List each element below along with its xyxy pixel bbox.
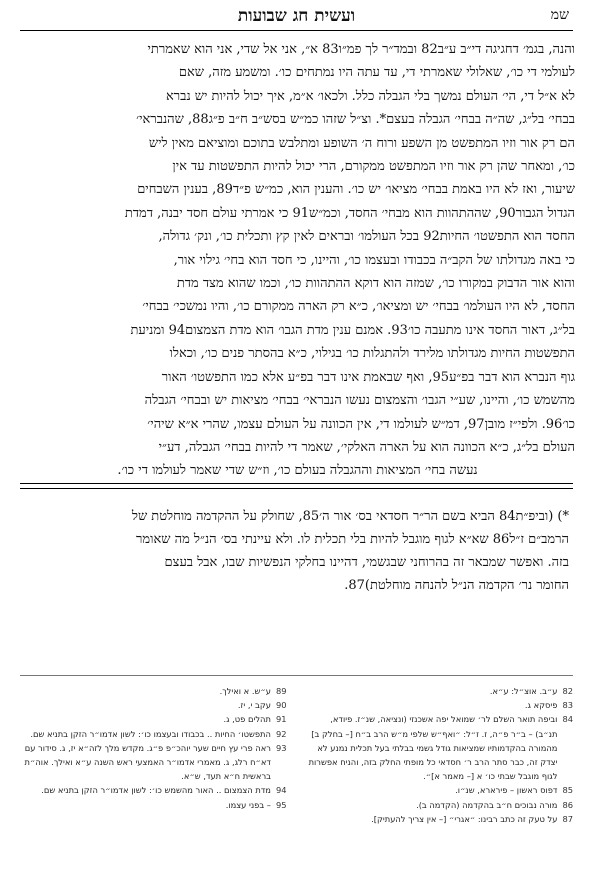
note-line: הרמב״ם ז״ל86 שא״א לגוף מוגבל להיות בלי תכלית לו. ולא עיינתי בס׳ הנ״ל מה שאומר bbox=[136, 532, 569, 547]
text-line: הם רק אור וזיו המתפשט מן השפע ורוח ה׳ השופע ומתלבש בתוכם ומוציאם מאין ליש bbox=[148, 135, 575, 151]
text-line: נעשה בחי׳ המציאות וההגבלה בעולם כו׳, וז״ש שדי שאמר לעולמו די כו׳. bbox=[117, 463, 478, 479]
text-line: כי באה מגדולתו של הקב״ה בכבודו ובעצמו כו׳, והיינו, כי חסד הוא בחי׳ גילוי אור, bbox=[173, 252, 575, 268]
footnote-number: 94 bbox=[275, 785, 287, 796]
footnote-number: 83 bbox=[562, 700, 573, 711]
text-line: לא א״ל די, הי׳ העולם נמשך בלי הגבלה כלל. ולכאו׳ א״מ, איך יכול להיות יש נברא bbox=[166, 88, 575, 104]
text-line: והנה, בגמ׳ דחגיגה די״ב ע״ב82 ובמד״ר לך פמ״ו83 א״, אני אל שדי, אני הוא שאמרתי bbox=[147, 42, 575, 57]
footnote bbox=[307, 698, 574, 712]
footnote-text: דפוס ראשון – פירארא, שנ״ו. bbox=[455, 785, 558, 796]
footnote-text: ראה פרי עץ חיים שער יוהכ״פ פ״ג. מקדש מלך לזה״א יז, ג. סידור עם דא״ח רלג, ג. מאמרי אדמו״ר האמצעי ראש השנה ע״א ואילך. אוה״ת בראשית ח״א תעד, ש״א. bbox=[24, 742, 271, 782]
footnote bbox=[20, 741, 287, 784]
footnote-text: עקב י, יז. bbox=[237, 700, 271, 711]
footnote-number: 82 bbox=[562, 686, 573, 696]
footnote-number: 87 bbox=[562, 813, 573, 824]
footnote-number: 90 bbox=[275, 700, 287, 711]
section-divider bbox=[20, 483, 573, 489]
text-line: כו׳, ומאחר שהן רק אור וזיו המתפשט ממקורם, הרי יכול להיות התפשטות עד אין bbox=[172, 159, 575, 175]
main-text bbox=[20, 38, 575, 483]
text-line: בל״ג, דאור החסד אינו מתעבה כו׳93. אמנם ענין מדת הגבו׳ הוא מדת הצמצום94 ומניעת bbox=[130, 322, 575, 338]
footnote-text: התפשטו׳ החיות .. בכבודו ובעצמו כו׳: לשון אדמו״ר הזקן בתניא שם. bbox=[30, 728, 271, 739]
footnote-number: 95 bbox=[275, 799, 287, 810]
footnote bbox=[307, 684, 574, 698]
header-rule bbox=[20, 30, 573, 31]
text-line: כו׳96. ולפי״ז מובן97, דמ״ש לעולמו די, אין הכוונה על העולם עצמו, שהרי א״א שיהי׳ bbox=[147, 416, 575, 432]
footnote bbox=[20, 798, 287, 812]
text-line: בבחי׳ בל״ג, שה״ה בבחי׳ הגבלה בעצם*. וצ״ל שזהו כמ״ש בסש״ב ח״ב פ״ג88, שהנבראי׳ bbox=[136, 112, 575, 128]
note-line: *) (וביפ״ת84 הביא בשם הר״ר חסדאי בס׳ אור ה׳85, שחולק על ההקדמה מוחלטת של bbox=[131, 509, 569, 524]
text-line: הגדול הגבור90, שההתהוות הוא מבחי׳ החסד, וכמ״ש91 כי אמרתי עולם חסד יבנה, דמדת bbox=[124, 205, 575, 221]
footnote-text: ע״ש. א ואילך. bbox=[219, 686, 271, 696]
text-line: שיעור, ואז לא היו באמת בבחי׳ מציאו׳ יש כו׳. והענין הוא, כמ״ש פ״ד89, בענין השבחים bbox=[137, 182, 575, 198]
footnote-number: 86 bbox=[562, 799, 573, 810]
footnote-number: 85 bbox=[562, 785, 573, 796]
text-line: גוף הנברא הוא דבר בפ״ע95, ואף שבאמת אינו דבר בפ״ע אלא כמו התפשטו׳ האור bbox=[161, 369, 575, 385]
text-line: והוא אור הדבוק במקורו כו׳, שמזה הוא דוקא ההתהוות כו׳, וכמו שהוא מצד מדת bbox=[176, 276, 575, 292]
footnote-text: תהלים פט, ג. bbox=[223, 714, 271, 725]
page-title: ועשית חג שבועות bbox=[237, 6, 356, 26]
footnote bbox=[20, 684, 287, 698]
footnote-number: 91 bbox=[275, 714, 287, 725]
footnote-text: פיסקא ג. bbox=[524, 700, 558, 711]
footnote bbox=[20, 712, 287, 726]
footnote bbox=[307, 798, 574, 812]
footnote-text: – בפני עצמו. bbox=[225, 799, 271, 810]
footnote-number: 93 bbox=[275, 742, 287, 753]
running-header bbox=[24, 6, 569, 28]
footnote-text: מדת הצמצום .. האור מהשמש כו׳: לשון אדמו״ר הזקן בתניא שם. bbox=[41, 785, 271, 796]
page-label: שמ bbox=[550, 7, 569, 23]
footnotes-column-left bbox=[20, 684, 287, 878]
asterisk-note bbox=[22, 505, 569, 597]
note-line: החומר נר׳ הקדמה הנ״ל להנחה מוחלטת)87. bbox=[344, 578, 569, 593]
footnote bbox=[307, 812, 574, 826]
footnote-number: 92 bbox=[275, 728, 287, 739]
footnote bbox=[307, 783, 574, 797]
footnote-text: וביפה תואר השלם לר׳ שמואל יפה אשכנזי (ונציאה, שנ״ז. פיודא, תנ״ב) – ב״ר פ״ה, ז. ז״ל: ״ואף״ש שלפי מ״ש הרב ב״ח [– בחלק ב] מהמורה בהקדמותיו שמציאות גודל גשמי בבלתי בעל תכלית נמנע לא יצדק זה, כבר סתר הרב ר׳ חסדאי כל מופתי החלק בזה, והניח אפשרות לגוף מוגבל שבתי כו׳ א [– מאמר א]״. bbox=[308, 714, 558, 782]
text-line: התפשטות החיות מגדולתו מלירד ולהתגלות כו׳ בגילוי, כ״א בהסתר פנים כו׳, וכאלו bbox=[169, 346, 575, 362]
footnote-text: על טעק זה כתב רבינו: ״אגרי״ [– אין צריך להעתיק]. bbox=[371, 813, 558, 824]
footnotes-rule bbox=[20, 675, 573, 676]
text-line: העולם בל״ג, כ״א הכוונה הוא על הארה האלקי׳, שאמר די להיות בבחי׳ הגבלה, דע״י bbox=[158, 439, 575, 455]
footnote-text: ע״ב. אוצ״ל: ע״א. bbox=[489, 686, 558, 696]
footnotes bbox=[20, 684, 573, 878]
text-line: מהשמש כו׳, והיינו, שע״י הגבו׳ והצמצום נעשו הנבראי׳ בבחי׳ מציאות יש ובבחי׳ הגבלה bbox=[144, 393, 575, 409]
footnote bbox=[20, 783, 287, 797]
text-line: לעולמי די כו׳, שאלולי שאמרתי די, עד עתה היו נמתחים כו׳. ומשמע מזה, שאם bbox=[178, 65, 575, 81]
footnote bbox=[20, 698, 287, 712]
note-line: בזה. ואפשר שמבאר זה בהרוחני שבגשמי, דהיינו בחלקי הנפשיות שבו, אבל בעצם bbox=[164, 555, 569, 570]
footnote-number: 89 bbox=[275, 686, 287, 696]
footnotes-column-right bbox=[307, 684, 574, 878]
footnote bbox=[20, 727, 287, 741]
footnote-number: 84 bbox=[562, 714, 573, 725]
footnote bbox=[307, 712, 574, 783]
text-line: החסד, לא היו העולמו׳ בבחי׳ יש ומציאו׳, כ״א רק הארה ממקורם כו׳, והיו נמשכי׳ בבחי׳ bbox=[142, 299, 575, 315]
text-line: החסד הוא התפשטו׳ החיות92 בכל העולמו׳ ובראים לאין קץ ותכלית כו׳, ונק׳ גדולה, bbox=[158, 229, 575, 245]
footnote-text: מורה נבוכים ח״ב בהקדמה (הקדמה ב). bbox=[416, 799, 558, 810]
